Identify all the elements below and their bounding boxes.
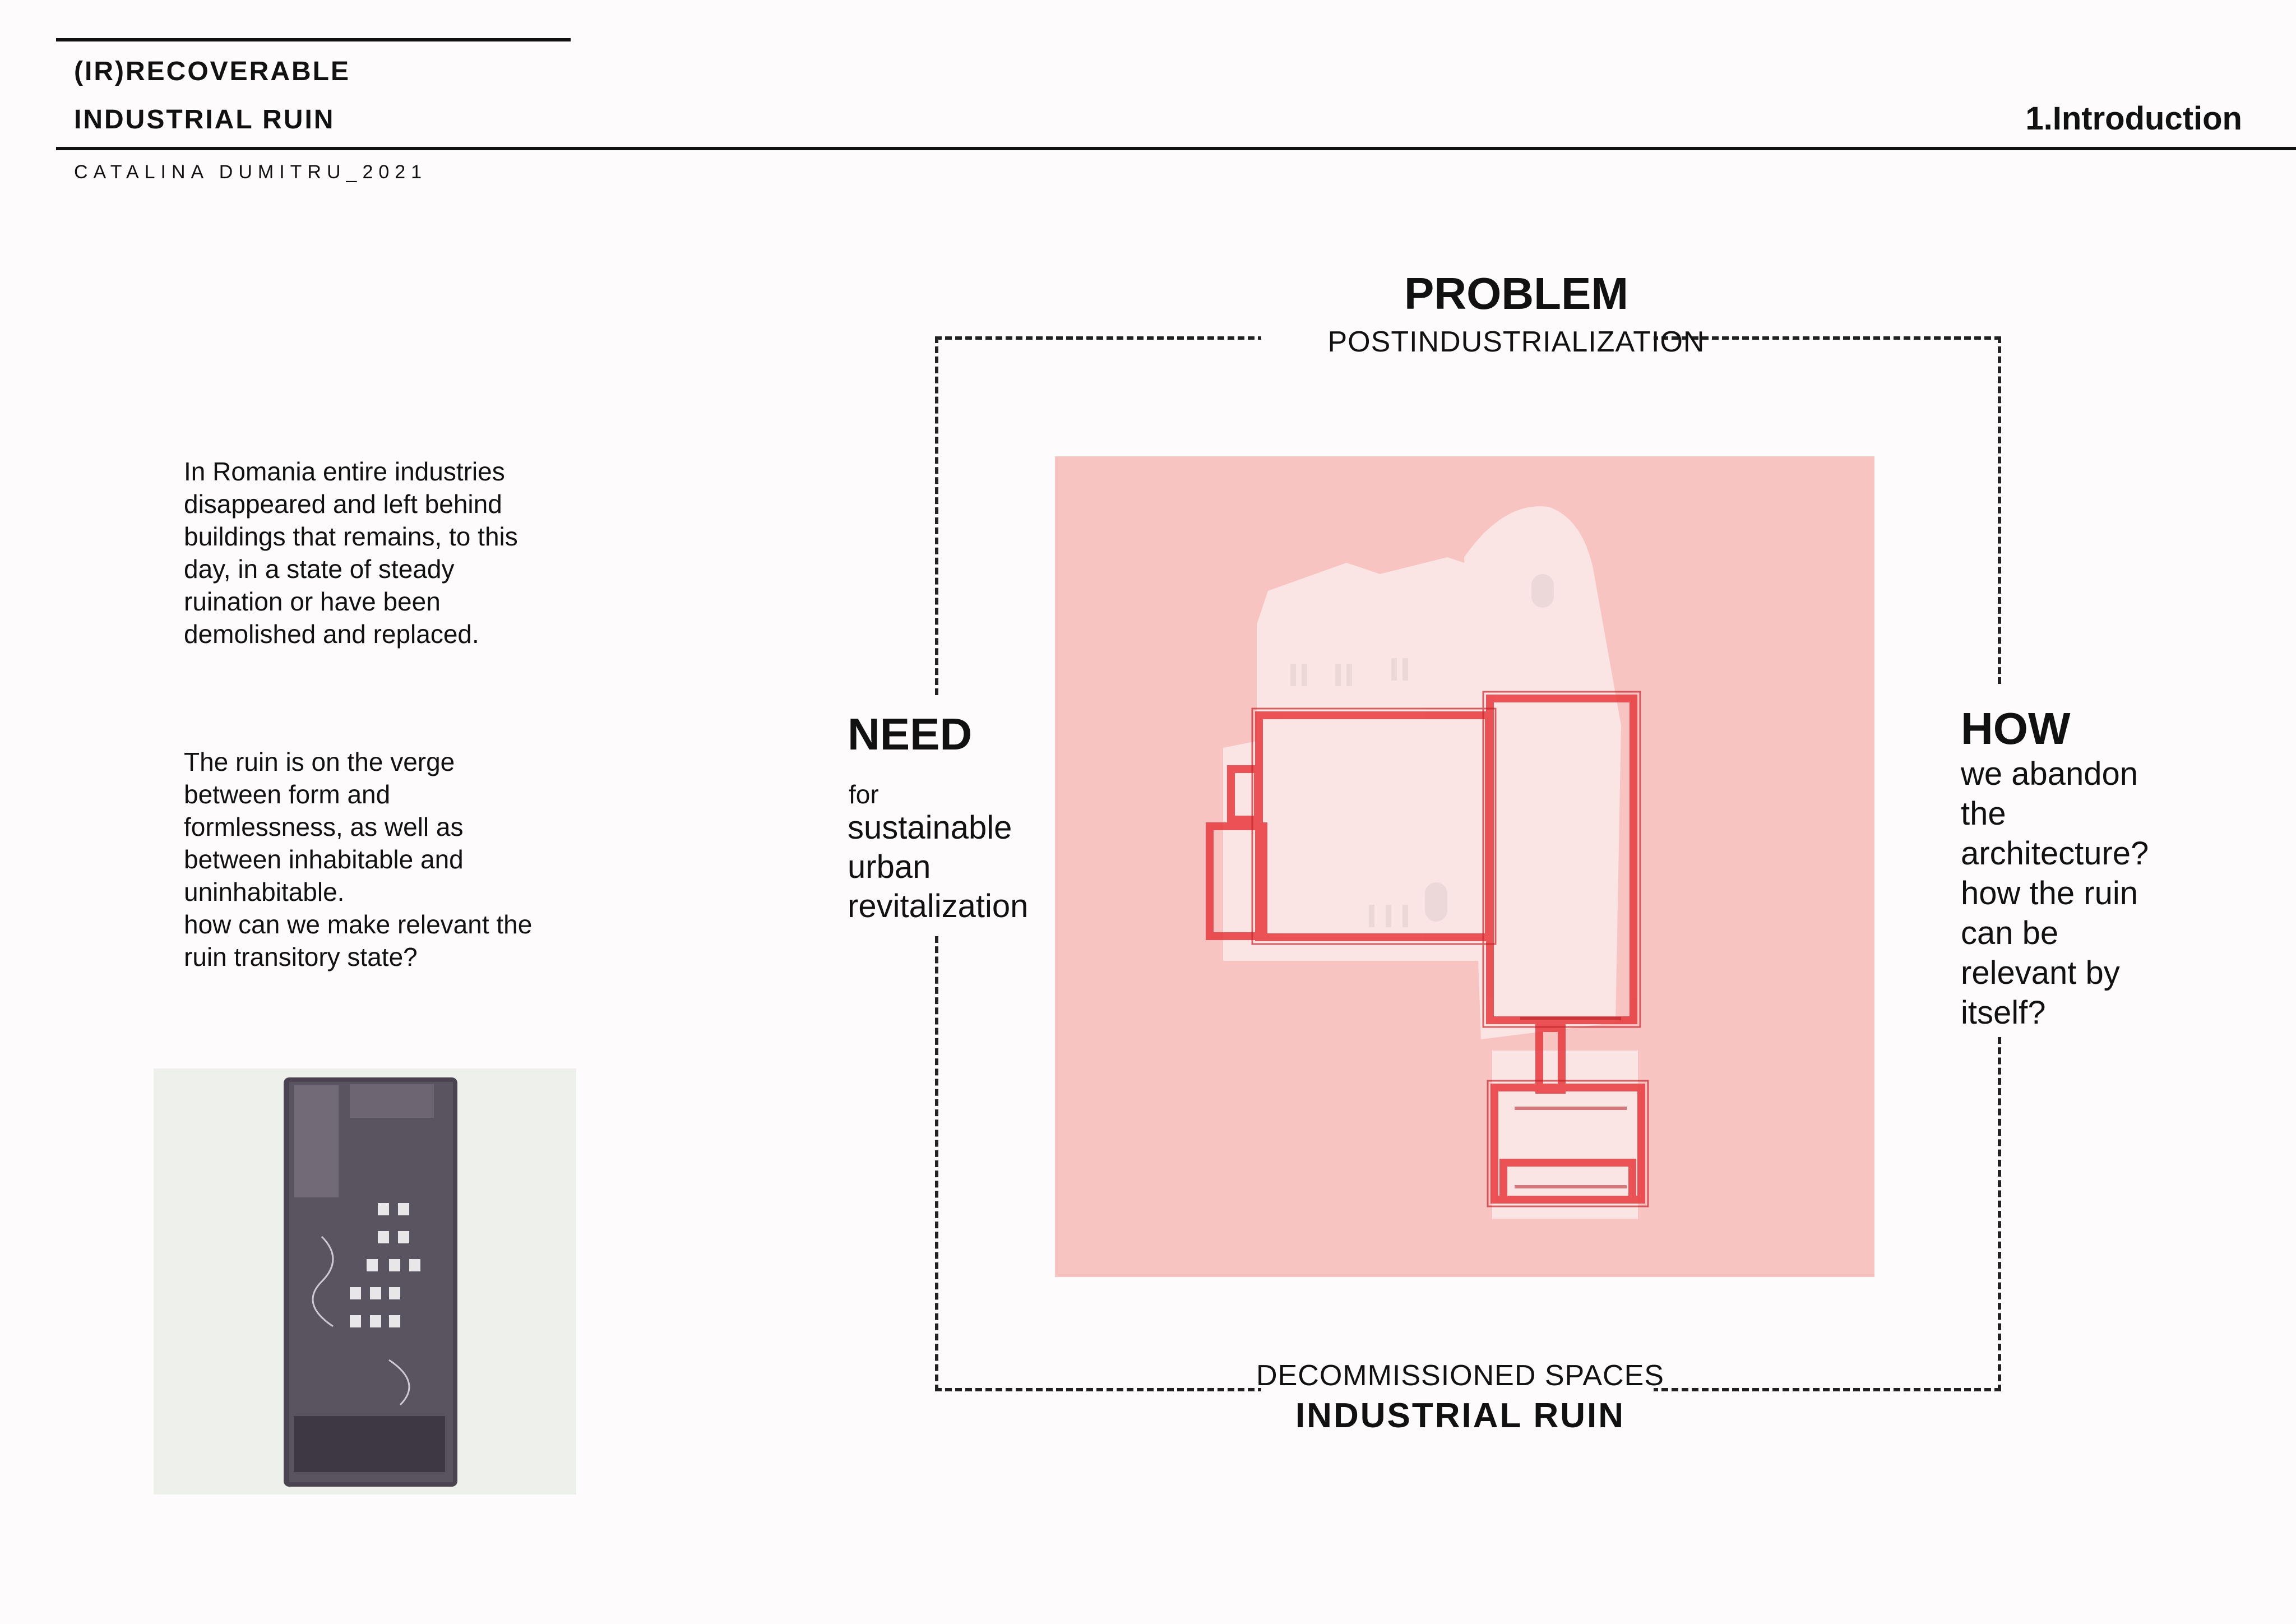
frame-left-dashed-lower (935, 936, 938, 1391)
need-description: sustainable urban revitalization (848, 809, 1029, 924)
need-heading: NEED (848, 709, 973, 759)
header-top-rule (56, 38, 571, 41)
decommissioned-spaces-label: DECOMMISSIONED SPACES (1256, 1359, 1664, 1392)
section-title: 1.Introduction (2025, 100, 2242, 137)
postindustrialization-label: POSTINDUSTRIALIZATION (1327, 326, 1705, 358)
frame-right-dashed-upper (1998, 336, 2001, 684)
author-credit: CATALINA DUMITRU_2021 (74, 161, 428, 183)
intro-paragraph: In Romania entire industries disappeared and left behind buildings that remains, to this day, in a state of steady ruination or have been demolished and replaced. (184, 457, 518, 649)
model-photo (154, 1068, 576, 1495)
problem-heading: PROBLEM (1404, 269, 1628, 318)
ruin-model-image (1055, 456, 1874, 1277)
project-title-line2: INDUSTRIAL RUIN (74, 105, 335, 135)
ruin-paragraph: The ruin is on the verge between form and formlessness, as well as between inhabitable and uninhabitable. how can we make relevant the ruin transitory state? (184, 747, 533, 971)
header-main-rule (56, 147, 2296, 150)
how-description: we abandon the architecture? how the ruin can be relevant by itself? (1961, 756, 2149, 1031)
industrial-ruin-heading: INDUSTRIAL RUIN (1295, 1396, 1626, 1435)
how-heading: HOW (1961, 704, 2071, 753)
model-photo-graphic (154, 1068, 576, 1495)
frame-left-dashed-upper (935, 336, 938, 695)
frame-right-dashed-lower (1998, 1037, 2001, 1391)
ruin-model-graphic (1055, 456, 1874, 1277)
project-title-line1: (IR)RECOVERABLE (74, 57, 351, 86)
need-for-label: for (849, 780, 879, 809)
